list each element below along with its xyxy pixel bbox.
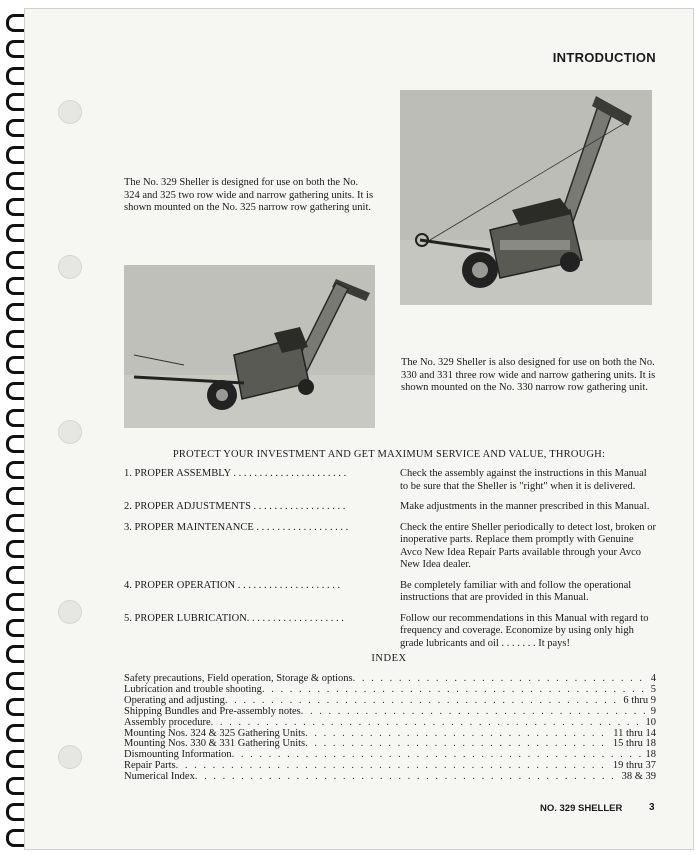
list-item <box>124 501 656 514</box>
list-item-label: 1. PROPER ASSEMBLY . . . . . . . . . . . . . . . . . . . . . . <box>124 468 347 479</box>
list-item-description: Check the entire Sheller periodically to detect lost, broken or inoperative parts. Replace them promptly with Genuine Avco New Idea Repair Parts available through your Avco New Idea dealer. <box>400 521 656 570</box>
punch-hole <box>58 255 82 279</box>
index-page: 10 <box>645 716 656 728</box>
index-topic: Numerical Index <box>124 771 195 783</box>
index-row <box>124 772 656 783</box>
protect-heading: PROTECT YOUR INVESTMENT AND GET MAXIMUM SERVICE AND VALUE, THROUGH: <box>172 449 606 460</box>
leader-dots <box>301 707 647 718</box>
index-page: 19 thru 37 <box>612 760 656 772</box>
page-number: 3 <box>649 802 655 813</box>
index-topic: Repair Parts <box>124 760 176 772</box>
list-item-description: Make adjustments in the manner prescribed in this Manual. <box>400 501 650 512</box>
index-row <box>124 761 656 772</box>
index-topic: Mounting Nos. 324 & 325 Gathering Units <box>124 727 306 739</box>
index-page: 4 <box>650 673 656 684</box>
page-title: INTRODUCTION <box>552 50 656 65</box>
index-page: 9 <box>650 705 656 717</box>
index-row <box>124 707 656 718</box>
list-item-description: Be completely familiar with and follow the operational instructions that are provided in this Manual. <box>400 579 632 603</box>
punch-hole <box>58 600 82 624</box>
leader-dots <box>262 685 647 696</box>
sheller-machine-illustration <box>124 265 375 428</box>
list-item-label: 4. PROPER OPERATION . . . . . . . . . . . . . . . . . . . . <box>124 579 341 591</box>
index-page: 6 thru 9 <box>623 694 656 706</box>
footer-label: NO. 329 SHELLER <box>540 803 623 814</box>
index-row <box>124 718 656 729</box>
leader-dots <box>353 674 647 685</box>
list-item-label: 3. PROPER MAINTENANCE . . . . . . . . . . . . . . . . . . <box>124 521 349 533</box>
maintenance-list <box>124 468 656 658</box>
leader-dots <box>305 729 609 740</box>
sheller-machine-illustration <box>400 90 652 305</box>
leader-dots <box>176 761 609 772</box>
list-item-description: Follow our recommendations in this Manual with regard to frequency and coverage. Economize by using only high grade lubricants and oil . . . . . . . It pays! <box>400 612 649 649</box>
index-topic: Lubrication and trouble shooting <box>124 683 262 695</box>
punch-hole <box>58 100 82 124</box>
index-page: 11 thru 14 <box>613 727 656 739</box>
leader-dots <box>232 750 642 761</box>
index-page: 15 thru 18 <box>612 738 656 750</box>
index-table <box>124 674 656 783</box>
list-item <box>124 613 656 651</box>
caption-330-unit: The No. 329 Sheller is also designed for use on both the No. 330 and 331 three row wide and narrow gathering units. It is shown mounted on the No. 330 narrow row gathering unit. <box>401 357 656 394</box>
list-item-description: Check the assembly against the instructions in this Manual to be sure that the Sheller is "right" when it is delivered. <box>400 468 647 492</box>
index-title: INDEX <box>371 653 407 664</box>
index-page: 5 <box>650 683 656 695</box>
list-item-label: 5. PROPER LUBRICATION. . . . . . . . . . . . . . . . . . . <box>124 612 344 624</box>
sheller-photo-325 <box>124 265 375 428</box>
index-topic: Assembly procedure <box>124 716 211 728</box>
leader-dots <box>195 772 618 783</box>
index-topic: Shipping Bundles and Pre-assembly notes <box>124 705 301 717</box>
index-topic: Mounting Nos. 330 & 331 Gathering Units <box>124 738 306 750</box>
punch-hole <box>58 745 82 769</box>
caption-325-unit: The No. 329 Sheller is designed for use on both the No. 324 and 325 two row wide and narrow gathering units. It is shown mounted on the No. 325 narrow row gathering unit. <box>124 177 374 214</box>
leader-dots <box>305 739 609 750</box>
sheller-photo-330 <box>400 90 652 305</box>
index-page: 18 <box>645 749 656 761</box>
index-topic: Operating and adjusting <box>124 694 225 706</box>
index-row <box>124 750 656 761</box>
index-page: 38 & 39 <box>621 771 656 783</box>
punch-hole <box>58 420 82 444</box>
index-topic: Dismounting Information <box>124 749 232 761</box>
list-item-label: 2. PROPER ADJUSTMENTS . . . . . . . . . . . . . . . . . . <box>124 501 346 512</box>
leader-dots <box>211 718 642 729</box>
list-item <box>124 580 656 605</box>
list-item <box>124 468 656 493</box>
list-item <box>124 522 656 572</box>
index-topic: Safety precautions, Field operation, Storage & options <box>124 673 353 684</box>
